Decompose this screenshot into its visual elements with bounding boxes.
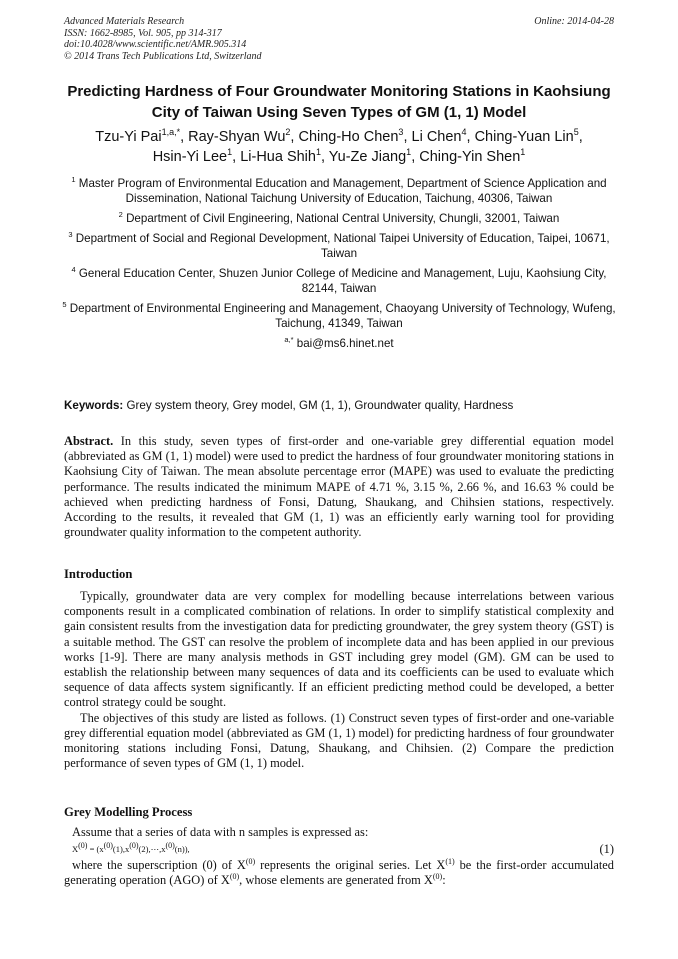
author-list [56,127,622,167]
affiliation: $^1$ Master Program of Environmental Education and Management, Department of Science Application and Dissemination, National Taichung University of Education, Taichung, 40306, Taiwan [71,175,607,205]
journal-header [64,16,614,62]
introduction-body [64,589,614,771]
affiliation-list [60,176,618,351]
author: Tzu-Yi Pai$^{1,a,*}$, [95,127,189,145]
keywords-label: Keywords: [64,399,124,412]
online-date: Online: 2014-04-28 [534,16,614,27]
journal-doi: doi:10.4028/www.scientific.net/AMR.905.314 [64,39,247,50]
author: Ching-Yuan Lin$^5$, [474,127,583,145]
equation-1: $X^{(0)}$ = $(x^{(0)}(1),x^{(0)}(2),\cdots,x^{(0)}(n))$, (1) [72,841,614,857]
section-heading-introduction: Introduction [64,567,133,581]
affiliation: $^5$ Department of Environmental Engineering and Management, Chaoyang University of Technology, Wufeng, Taichung, 41349, Taiwan [62,300,616,330]
author: Hsin-Yi Lee$^1$, [152,147,241,165]
affiliation: $^2$ Department of Civil Engineering, National Central University, Chungli, 32001, Taiwan [118,210,560,225]
paragraph: Assume that a series of data with n samples is expressed as: [72,825,369,839]
author: Li Chen$^4$, [411,127,475,145]
abstract [64,434,614,540]
author: Li-Hua Shih$^1$, [240,147,329,165]
keywords-text: Grey system theory, Grey model, GM (1, 1), Groundwater quality, Hardness [126,399,514,412]
paragraph: where the superscription (0) of $X^{(0)}$ represents the original series. Let $X^{(1)}$ be the first-order accumulated generating operation (AGO) of $X^{(0)}$, whose elements are generated from $X^{(0)}$: [64,857,614,888]
grey-modelling-body [64,825,614,889]
paper-title: Predicting Hardness of Four Groundwater Monitoring Stations in Kaohsiung City of Taiwan Using Seven Types of GM (1, 1) Model [67,83,611,121]
abstract-text: In this study, seven types of first-order and one-variable grey differential equation model (abbreviated as GM (1, 1) model) were used to predict the hardness of four groundwater monitoring stations in Kaohsiung City of Taiwan. The mean absolute percentage error (MAPE) was used to evaluate the predicting performance. The results indicated the minimum MAPE of 4.71 %, 3.15 %, 2.66 %, and 16.63 % could be achieved when predicting hardness of Fonsi, Datung, Shaukang, and Chihsien stations, respectively. According to the results, it revealed that GM (1, 1) was an efficiently early warning tool for providing groundwater quality information to the competent authority. [64,434,614,540]
journal-copyright: © 2014 Trans Tech Publications Ltd, Switzerland [64,50,262,62]
affiliation: $^4$ General Education Center, Shuzen Junior College of Medicine and Management, Luju, Kaohsiung City, 82144, Taiwan [71,265,607,295]
author: Yu-Ze Jiang$^1$, [328,147,420,165]
author: Ching-Yin Shen$^1$ [419,147,526,165]
author: Ray-Shyan Wu$^2$, [188,127,299,145]
journal-name: Advanced Materials Research [64,16,185,27]
abstract-label: Abstract. [64,434,114,448]
paragraph: Typically, groundwater data are very complex for modelling because interrelations between various components result in a complicated combination of relations. In order to simplify statistical complexity and gain consistent results from the investigation data for predicting groundwater, the grey system theory (GST) is a suitable method. The GST can resolve the problem of incomplete data and has been applied in our previous works [1-9]. There are many analysis methods in GST including grey model (GM). GM can be used to establish the relationship between many sequences of data and its coefficients can be used to evaluate which sequence of data affects system significantly. If an efficient predicting method could be developed, a better control strategy could be sought. [64,589,614,710]
affiliation: $^3$ Department of Social and Regional Development, National Taipei University of Education, Taipei, 10671, Taiwan [68,230,610,260]
section-heading-grey-modelling: Grey Modelling Process [64,805,193,819]
author: Ching-Ho Chen$^3$, [298,127,412,145]
keywords [64,398,614,413]
equation-number: (1) [599,842,614,857]
journal-issn: ISSN: 1662-8985, Vol. 905, pp 314-317 [64,27,222,39]
corresponding-email[interactable]: $^{a,*}$ bai@ms6.hinet.net [284,335,394,350]
paragraph: The objectives of this study are listed as follows. (1) Construct seven types of first-order and one-variable grey differential equation model (abbreviated as GM (1, 1) model) for predicting hardness of four groundwater monitoring stations including Fonsi, Datung, Shaukang, and Chihsien. (2) Compare the prediction performance of seven types of GM (1, 1) model. [64,710,614,771]
